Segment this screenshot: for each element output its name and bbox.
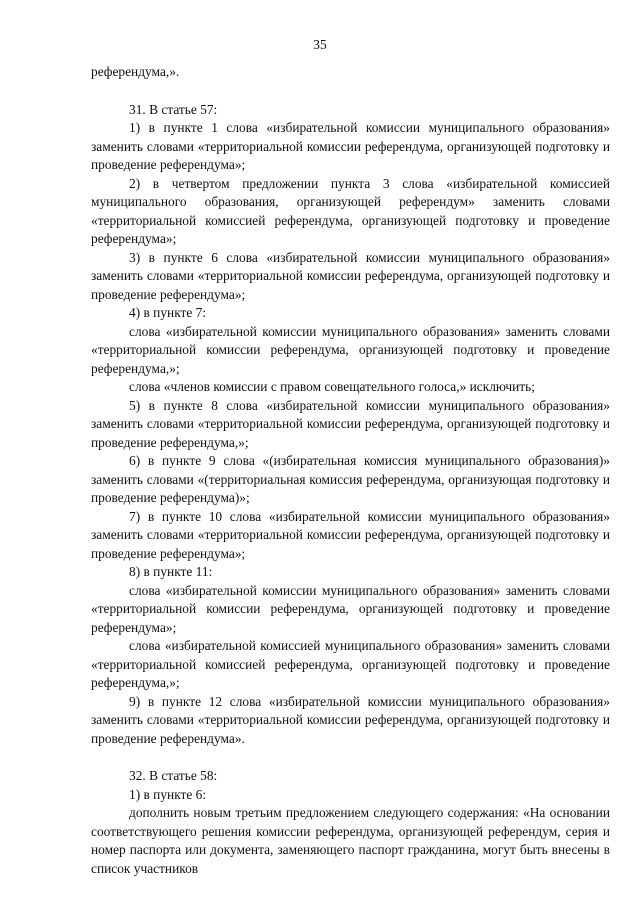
paragraph: 1) в пункте 1 слова «избирательной комиссии муниципального образования» заменить словами «территориальной комиссии референдума, организующей подготовку и проведение референдума»;: [91, 120, 610, 172]
paragraph: 32. В статье 58:: [129, 768, 218, 783]
paragraph: 8) в пункте 11:: [129, 564, 213, 579]
paragraph: 7) в пункте 10 слова «избирательной комиссии муниципального образования» заменить словами «территориальной комиссии референдума, организующей подготовку и проведение референдума»;: [91, 508, 610, 561]
paragraph: 1) в пункте 6:: [129, 786, 207, 802]
paragraph: 4) в пункте 7:: [129, 305, 207, 320]
paragraph: 6) в пункте 9 слова «(избирательная комиссия муниципального образования)» заменить словами «(территориальная комиссия референдума, организующая подготовку и проведение референдума)»;: [91, 453, 610, 505]
paragraph: 9) в пункте 12 слова «избирательной комиссии муниципального образования» заменить словами «территориальной комиссии референдума, организующей подготовку и проведение референдума».: [91, 693, 610, 746]
paragraph: 3) в пункте 6 слова «избирательной комиссии муниципального образования» заменить словами «территориальной комиссии референдума, организующей подготовку и проведение референдума»;: [91, 249, 610, 302]
paragraph: слова «избирательной комиссией муниципального образования» заменить словами «территориальной комиссией референдума, организующей подготовку и проведение референдума,»;: [91, 638, 610, 690]
page-number: 35: [313, 37, 327, 52]
document-body: [91, 63, 610, 878]
paragraph: слова «избирательной комиссии муниципального образования» заменить словами «территориальной комиссии референдума, организующей подготовку и проведение референдума»;: [91, 582, 610, 635]
paragraph: слова «членов комиссии с правом совещательного голоса,» исключить;: [129, 379, 535, 394]
paragraph: 31. В статье 57:: [129, 101, 218, 117]
paragraph: 5) в пункте 8 слова «избирательной комиссии муниципального образования» заменить словами «территориальной комиссии референдума, организующей подготовку и проведение референдума,»;: [91, 397, 610, 450]
paragraph: слова «избирательной комиссии муниципального образования» заменить словами «территориальной комиссии референдума, организующей подготовку и проведение референдума,»;: [91, 323, 610, 376]
paragraph: дополнить новым третьим предложением следующего содержания: «На основании соответствующего решения комиссии референдума, организующей референдум, серия и номер паспорта или документа, заменяющего паспорт гражданина, могут быть внесены в список участников: [91, 805, 610, 876]
paragraph: 2) в четвертом предложении пункта 3 слова «избирательной комиссией муниципального образования, организующей референдум» заменить словами «территориальной комиссией референдума, организующей подготовку и проведение референдума»;: [91, 175, 610, 246]
paragraph: референдума,».: [91, 64, 180, 79]
